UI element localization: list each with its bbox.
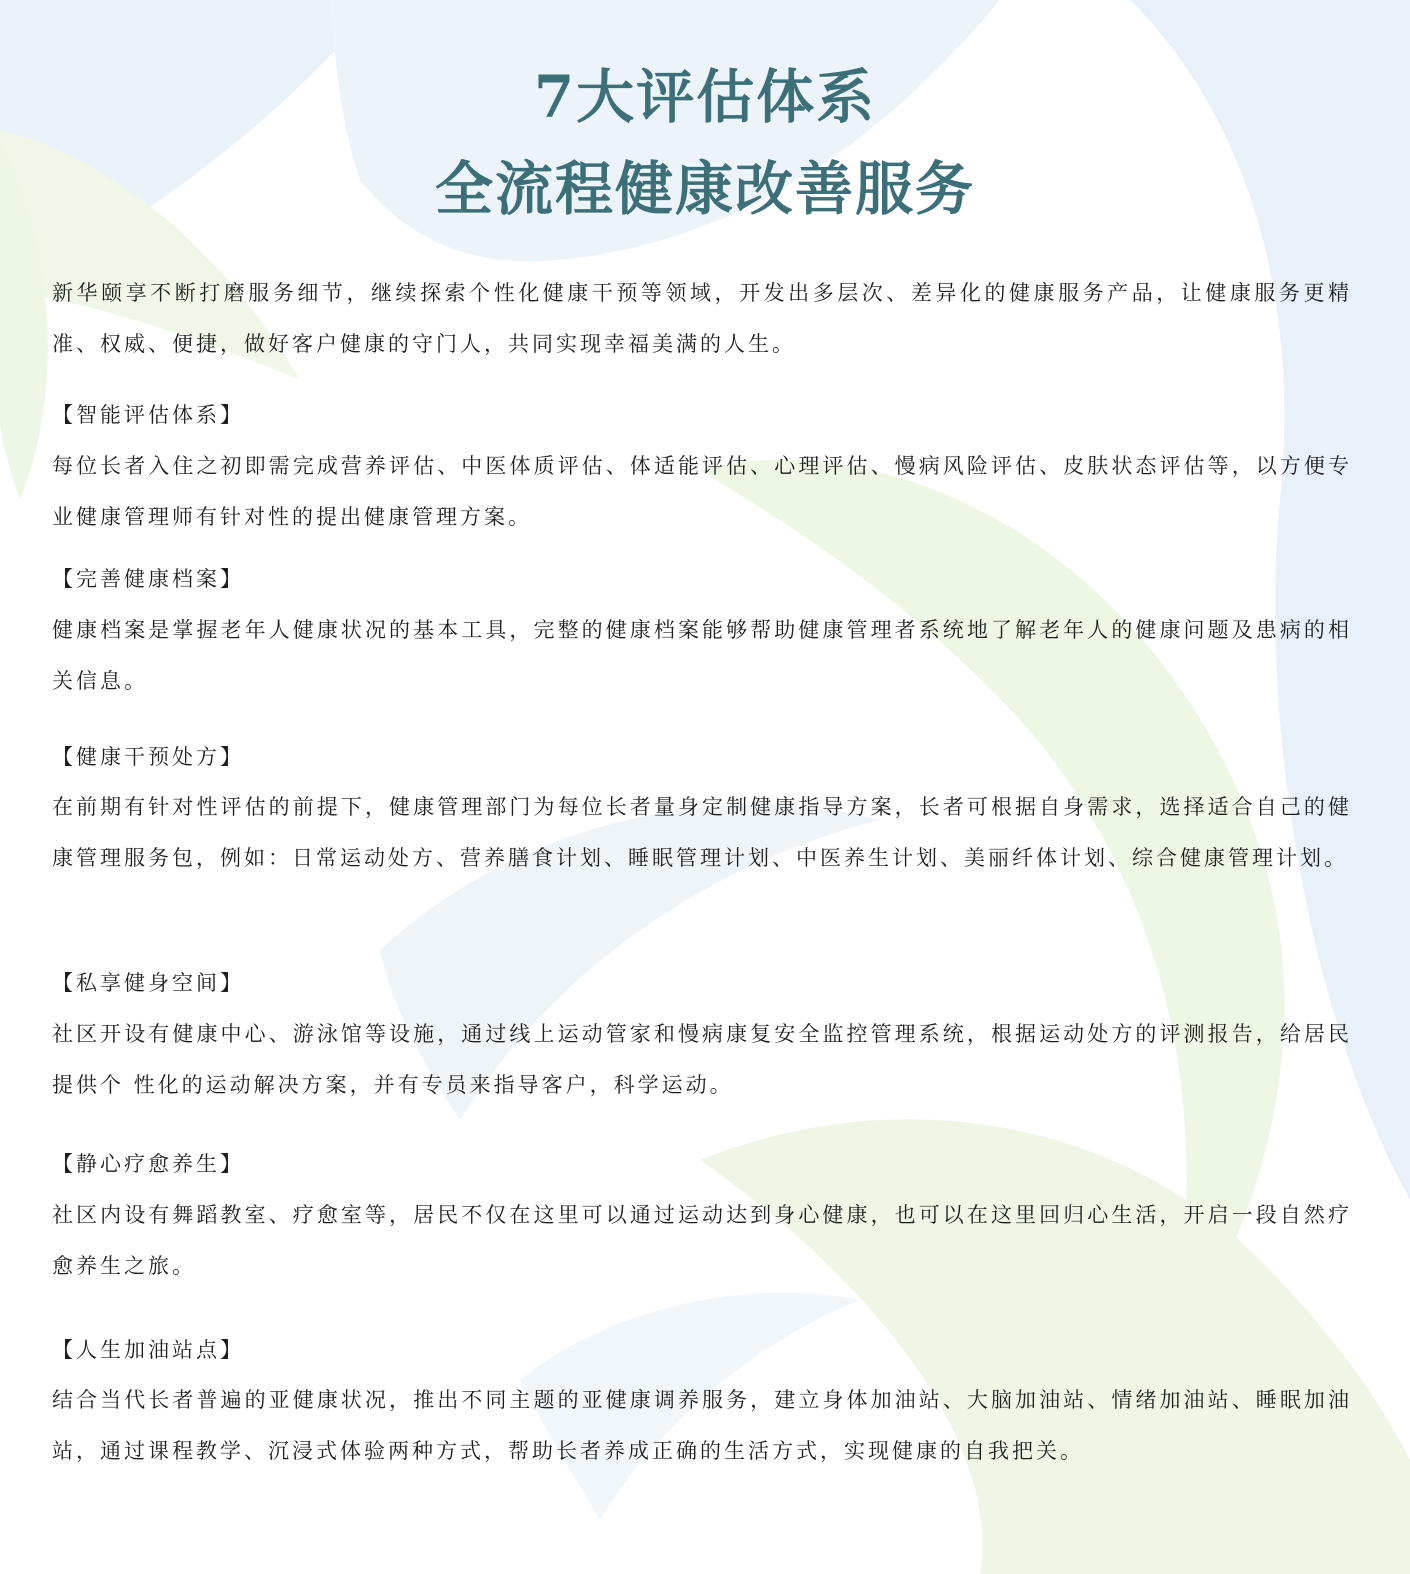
section-heading-healing: 【静心疗愈养生】 bbox=[52, 1152, 244, 1176]
section-heading-fitness-space: 【私享健身空间】 bbox=[52, 971, 244, 995]
section-heading-health-records: 【完善健康档案】 bbox=[52, 567, 244, 591]
section-heading-intervention: 【健康干预处方】 bbox=[52, 745, 244, 769]
section-body-refuel-station: 结合当代长者普遍的亚健康状况，推出不同主题的亚健康调养服务，建立身体加油站、大脑加油站、情绪加油站、睡眠加油站，通过课程教学、沉浸式体验两种方式，帮助长者养成正确的生活方式，实现健康的自我把关。 bbox=[52, 1388, 1352, 1463]
section-heading-assessment: 【智能评估体系】 bbox=[52, 403, 244, 427]
page-title-line-1: 7大评估体系 bbox=[533, 63, 877, 131]
section-body-health-records: 健康档案是掌握老年人健康状况的基本工具，完整的健康档案能够帮助健康管理者系统地了解老年人的健康问题及患病的相关信息。 bbox=[52, 618, 1352, 693]
section-body-intervention: 在前期有针对性评估的前提下，健康管理部门为每位长者量身定制健康指导方案，长者可根据自身需求，选择适合自己的健康管理服务包，例如：日常运动处方、营养膳食计划、睡眠管理计划、中医养生计划、美丽纤体计划、综合健康管理计划。 bbox=[52, 795, 1352, 870]
page-title-line-2: 全流程健康改善服务 bbox=[434, 155, 975, 223]
section-heading-refuel-station: 【人生加油站点】 bbox=[52, 1338, 244, 1362]
section-body-fitness-space: 社区开设有健康中心、游泳馆等设施，通过线上运动管家和慢病康复安全监控管理系统，根据运动处方的评测报告，给居民提供个 性化的运动解决方案，并有专员来指导客户，科学运动。 bbox=[52, 1022, 1352, 1097]
section-body-assessment: 每位长者入住之初即需完成营养评估、中医体质评估、体适能评估、心理评估、慢病风险评估、皮肤状态评估等，以方便专业健康管理师有针对性的提出健康管理方案。 bbox=[52, 454, 1352, 529]
section-body-healing: 社区内设有舞蹈教室、疗愈室等，居民不仅在这里可以通过运动达到身心健康，也可以在这里回归心生活，开启一段自然疗愈养生之旅。 bbox=[52, 1203, 1352, 1278]
intro-paragraph: 新华颐享不断打磨服务细节，继续探索个性化健康干预等领域，开发出多层次、差异化的健康服务产品，让健康服务更精准、权威、便捷，做好客户健康的守门人，共同实现幸福美满的人生。 bbox=[52, 281, 1352, 356]
